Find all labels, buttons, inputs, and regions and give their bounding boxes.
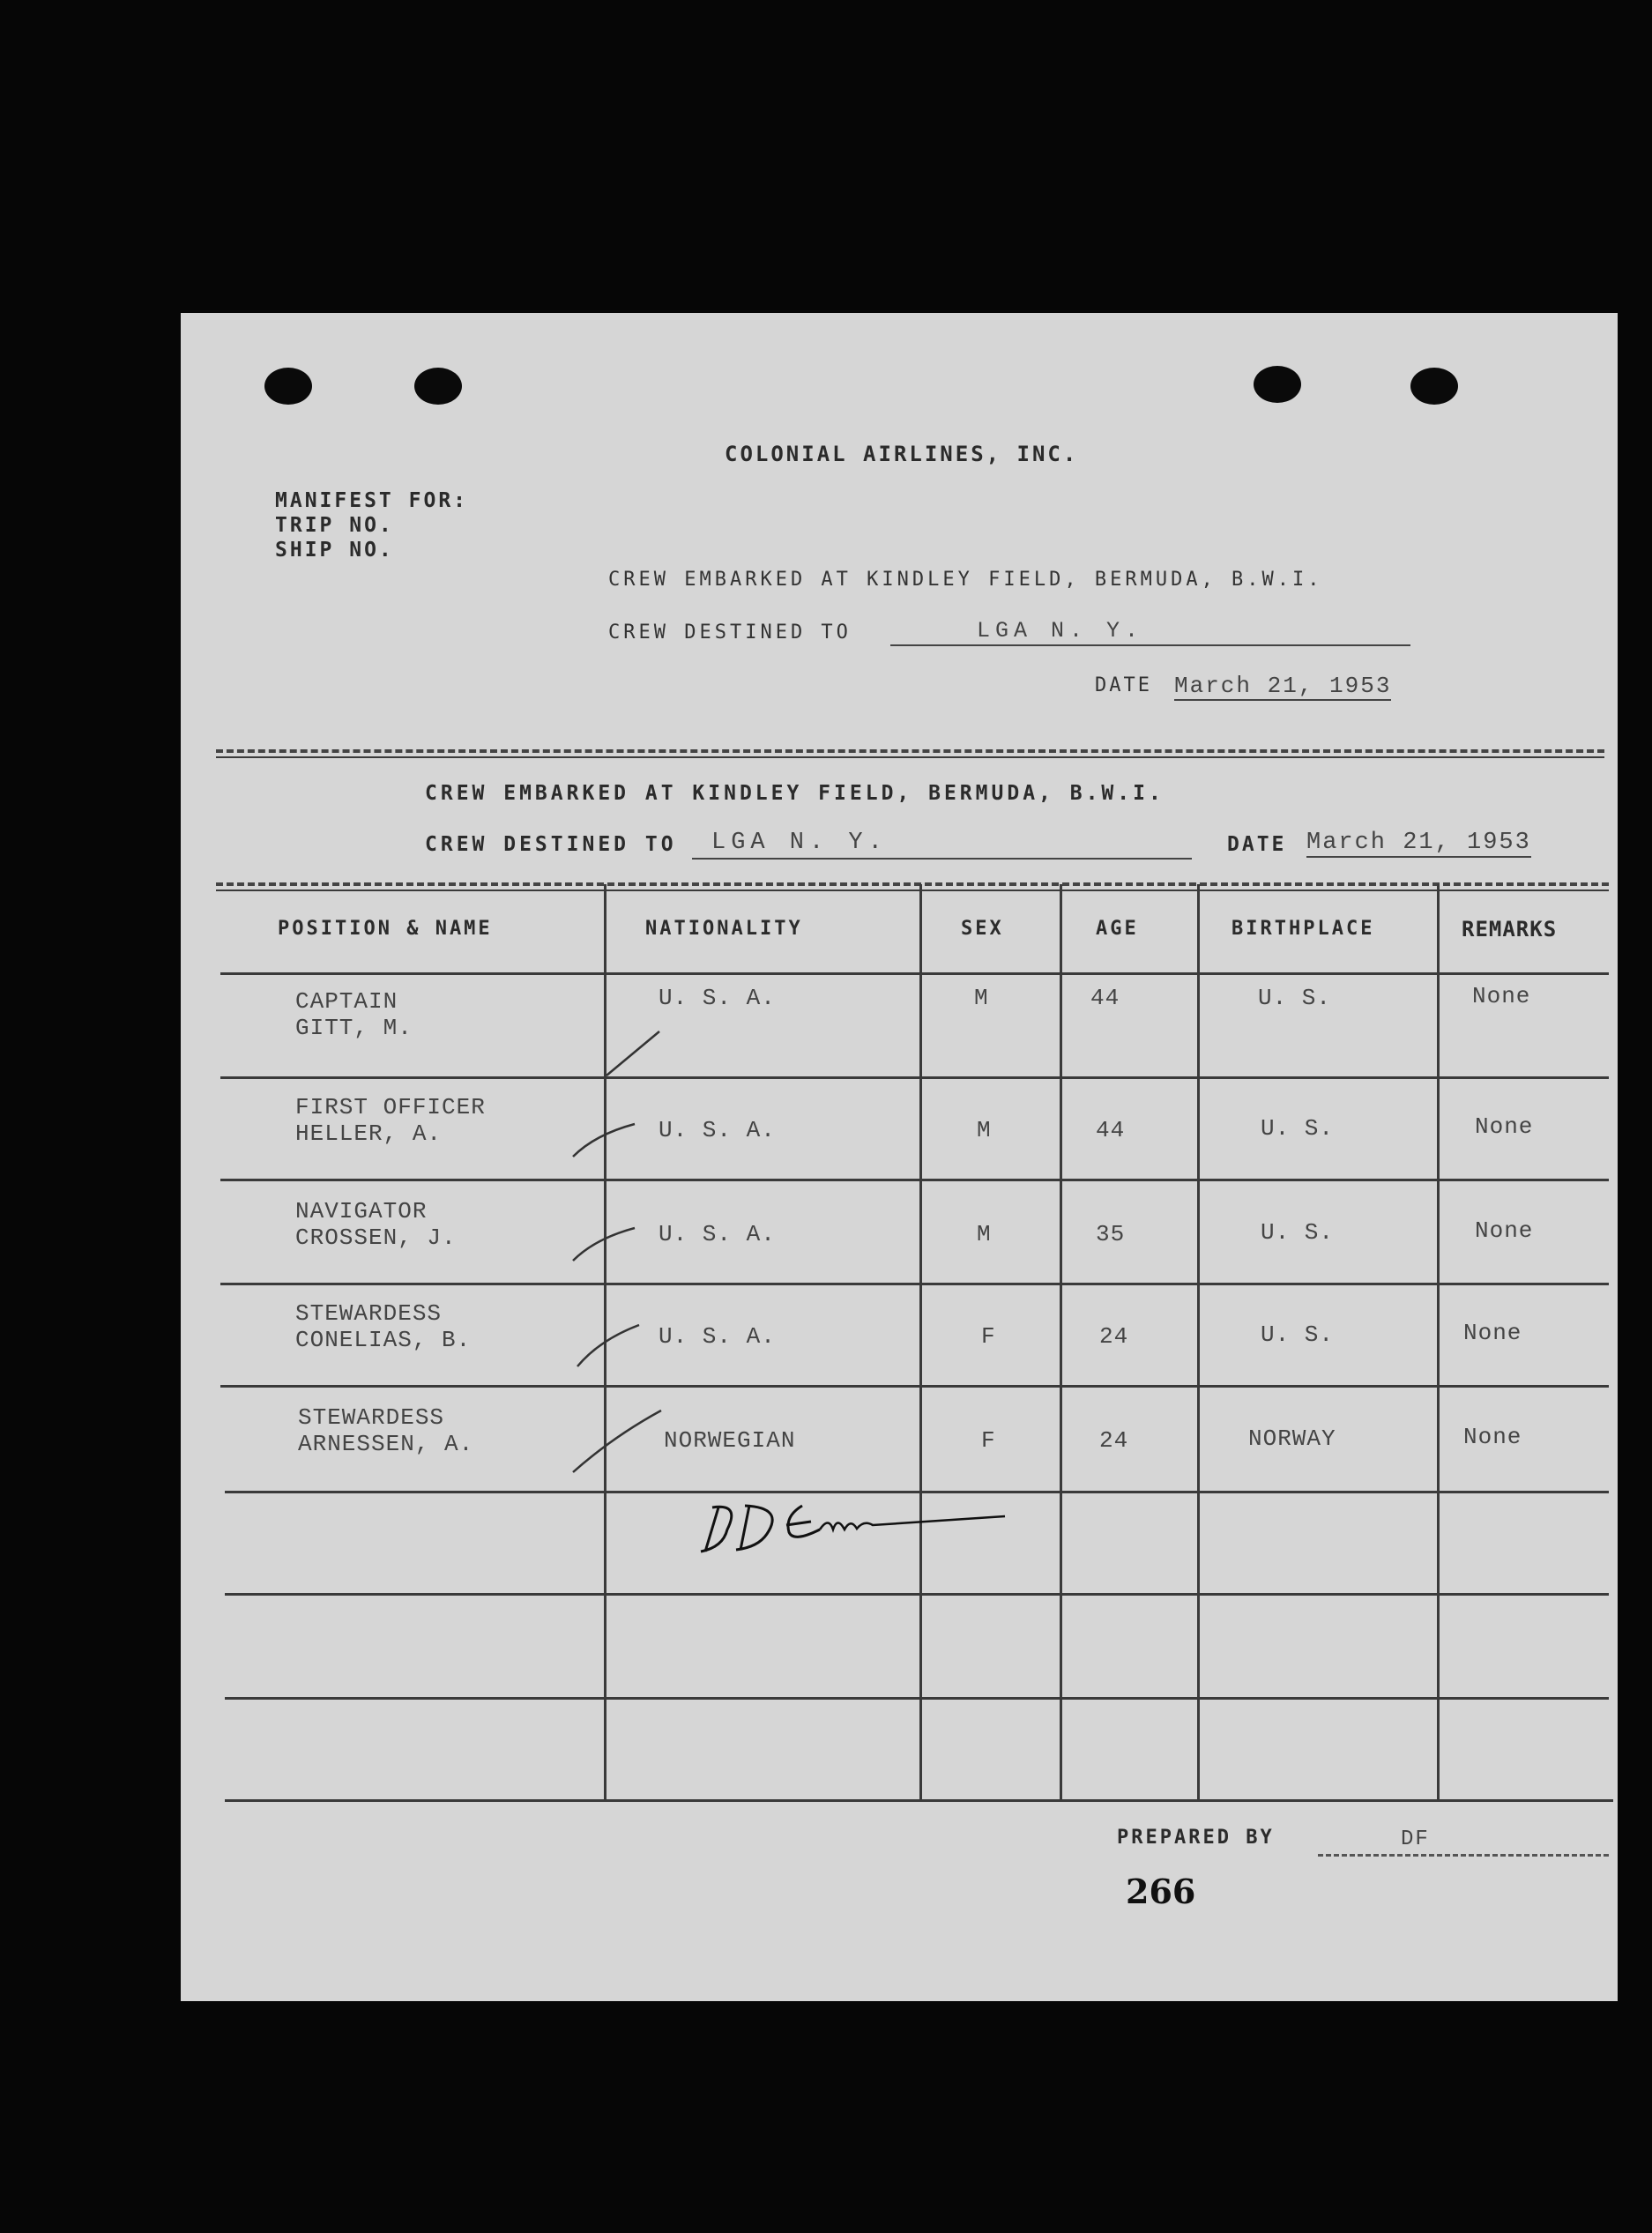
row-4-name: CONELIAS, B. [295,1327,472,1353]
row-1-age: 44 [1090,985,1120,1011]
row-2-sex: M [977,1117,992,1143]
row-1-position: CAPTAIN [295,988,398,1015]
row-1-name: GITT, M. [295,1015,413,1041]
row-3-sex: M [977,1221,992,1247]
check-mark [602,1027,664,1080]
row-3-remarks: None [1475,1217,1534,1244]
separator-line [216,749,1604,753]
check-mark [569,1117,639,1161]
row-4-nationality: U. S. A. [659,1323,776,1350]
table-row-rule [225,1697,1609,1700]
column-header-birthplace: BIRTHPLACE [1232,918,1375,940]
row-2-age: 44 [1096,1117,1126,1143]
destined-label-2: CREW DESTINED TO [425,833,677,856]
destined-value-1-text: LGA N. Y. [977,618,1144,644]
date-label-1: DATE [1095,674,1152,696]
column-header-nationality: NATIONALITY [645,918,803,940]
embarked-line-2: CREW EMBARKED AT KINDLEY FIELD, BERMUDA, B.W.I. [425,782,1165,805]
table-row-rule [220,1385,1609,1388]
prepared-by-label: PREPARED BY [1117,1827,1275,1849]
ship-no-label: SHIP NO. [275,539,394,562]
row-1-birthplace: U. S. [1258,985,1332,1011]
row-4-age: 24 [1099,1323,1129,1350]
signature [688,1490,1023,1560]
prepared-by-value-text: DF [1401,1827,1430,1851]
column-header-remarks: REMARKS [1462,917,1558,942]
embarked-line-1: CREW EMBARKED AT KINDLEY FIELD, BERMUDA, B.W.I. [608,569,1323,591]
table-row-rule [220,1076,1609,1079]
row-2-nationality: U. S. A. [659,1117,776,1143]
manifest-for-label: MANIFEST FOR: [275,489,469,512]
row-1-sex: M [974,985,989,1011]
table-row-rule [220,1179,1609,1181]
column-divider [1060,884,1062,1801]
manifest-page [181,313,1618,2001]
row-1-nationality: U. S. A. [659,985,776,1011]
date-value-1: March 21, 1953 [1174,673,1392,699]
row-2-birthplace: U. S. [1261,1115,1335,1142]
row-4-position: STEWARDESS [295,1300,443,1327]
column-header-position: POSITION & NAME [278,918,493,940]
row-5-birthplace: NORWAY [1248,1425,1336,1452]
row-4-remarks: None [1463,1320,1522,1346]
destined-value-2-text: LGA N. Y. [711,830,888,856]
column-divider [1197,884,1200,1801]
page-number: 266 [1126,1872,1196,1911]
row-5-position: STEWARDESS [298,1404,445,1431]
check-mark [573,1318,644,1371]
row-5-remarks: None [1463,1424,1522,1450]
separator-line [216,756,1604,758]
row-5-age: 24 [1099,1427,1129,1454]
table-top-rule [216,882,1609,886]
row-3-name: CROSSEN, J. [295,1224,457,1251]
column-header-sex: SEX [961,918,1004,940]
date-label-2: DATE [1227,833,1287,856]
column-divider [1437,884,1440,1801]
row-5-name: ARNESSEN, A. [298,1431,474,1457]
check-mark [569,1406,666,1477]
row-3-nationality: U. S. A. [659,1221,776,1247]
destined-label-1: CREW DESTINED TO [608,622,852,644]
table-top-rule [216,889,1609,891]
column-divider [919,884,922,1801]
company-name: COLONIAL AIRLINES, INC. [725,442,1079,466]
punch-hole [1410,368,1458,405]
table-row-rule [220,1283,1609,1285]
row-2-name: HELLER, A. [295,1120,443,1147]
punch-hole [264,368,312,405]
row-5-nationality: NORWEGIAN [664,1427,796,1454]
row-2-remarks: None [1475,1113,1534,1140]
table-header-rule [220,972,1609,975]
row-4-sex: F [981,1323,996,1350]
row-1-remarks: None [1472,983,1531,1009]
row-2-position: FIRST OFFICER [295,1094,486,1120]
date-value-2: March 21, 1953 [1306,830,1531,856]
row-3-birthplace: U. S. [1261,1219,1335,1246]
prepared-by-value [1318,1829,1609,1857]
row-3-position: NAVIGATOR [295,1198,428,1224]
table-row-rule [225,1593,1609,1596]
punch-hole [1254,366,1301,403]
row-3-age: 35 [1096,1221,1126,1247]
punch-hole [414,368,462,405]
row-4-birthplace: U. S. [1261,1321,1335,1348]
row-5-sex: F [981,1427,996,1454]
destined-value-1 [890,620,1410,646]
column-header-age: AGE [1096,918,1139,940]
trip-no-label: TRIP NO. [275,514,394,537]
check-mark [569,1221,639,1265]
destined-value-2 [692,831,1192,860]
